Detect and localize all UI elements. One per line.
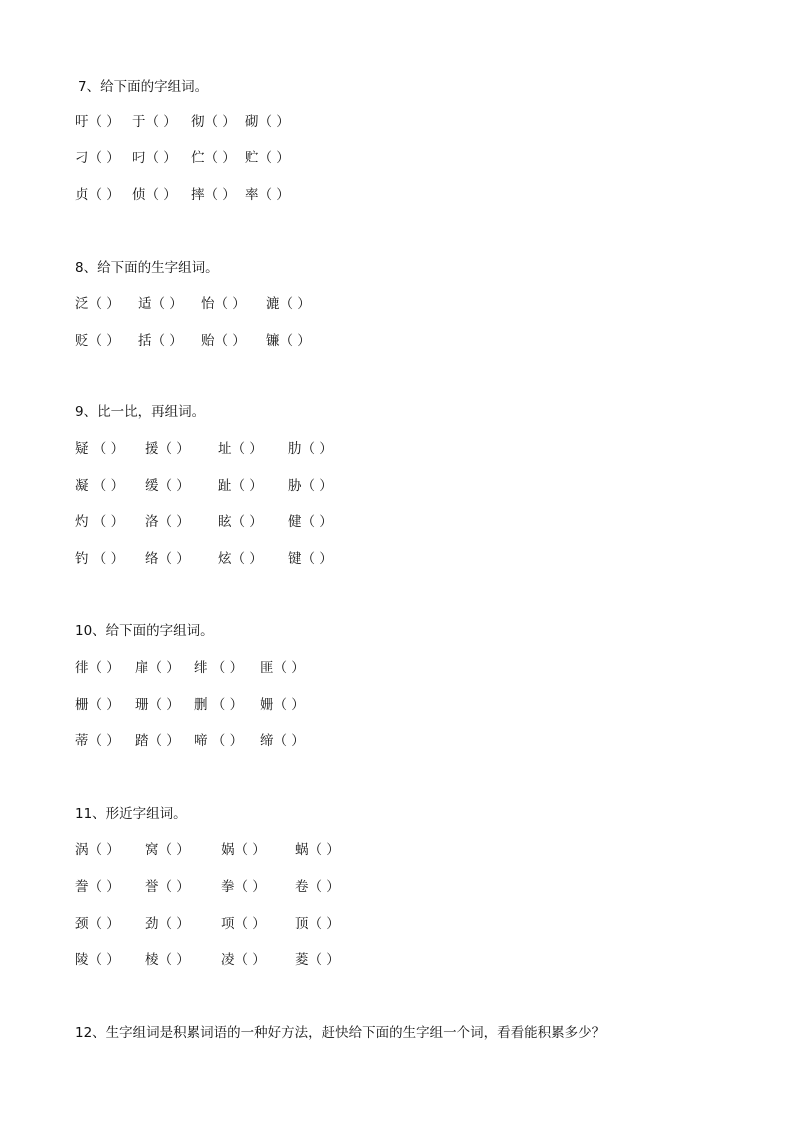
word-cell: 劲（ ） <box>145 916 190 932</box>
word-cell: 姗（ ） <box>260 697 305 713</box>
word-cell: 缓（ ） <box>145 478 190 494</box>
word-cell: 叼（ ） <box>132 150 177 166</box>
word-cell: 括（ ） <box>138 333 183 349</box>
word-cell: 菱（ ） <box>295 952 340 968</box>
word-cell: 窝（ ） <box>145 842 190 858</box>
word-cell: 泛（ ） <box>75 296 120 312</box>
section-7-heading: 7、给下面的字组词。 <box>78 79 209 95</box>
word-cell: 镰（ ） <box>266 333 311 349</box>
word-cell: 率（ ） <box>245 187 290 203</box>
word-cell: 于（ ） <box>132 114 177 130</box>
word-cell: 顶（ ） <box>295 916 340 932</box>
word-cell: 援（ ） <box>145 441 190 457</box>
word-cell: 肋（ ） <box>288 441 333 457</box>
word-cell: 卷（ ） <box>295 879 340 895</box>
word-cell: 栅（ ） <box>75 697 120 713</box>
word-cell: 涡（ ） <box>75 842 120 858</box>
word-cell: 络（ ） <box>145 551 190 567</box>
word-cell: 删 （ ） <box>194 697 244 713</box>
word-cell: 怡（ ） <box>201 296 246 312</box>
word-cell: 砌（ ） <box>245 114 290 130</box>
word-cell: 凌（ ） <box>221 952 266 968</box>
word-cell: 胁（ ） <box>288 478 333 494</box>
word-cell: 项（ ） <box>221 916 266 932</box>
word-cell: 键（ ） <box>288 551 333 567</box>
word-cell: 凝 （ ） <box>75 478 125 494</box>
word-cell: 珊（ ） <box>135 697 180 713</box>
word-cell: 漉（ ） <box>266 296 311 312</box>
word-cell: 刁（ ） <box>75 150 120 166</box>
word-cell: 绯 （ ） <box>194 660 244 676</box>
word-cell: 蜗（ ） <box>295 842 340 858</box>
word-cell: 疑 （ ） <box>75 441 125 457</box>
section-10-heading: 10、给下面的字组词。 <box>75 623 214 639</box>
word-cell: 棱（ ） <box>145 952 190 968</box>
word-cell: 拳（ ） <box>221 879 266 895</box>
word-cell: 贻（ ） <box>201 333 246 349</box>
word-cell: 眩（ ） <box>218 514 263 530</box>
word-cell: 适（ ） <box>138 296 183 312</box>
word-cell: 吁（ ） <box>75 114 120 130</box>
word-cell: 贮（ ） <box>245 150 290 166</box>
word-cell: 伫（ ） <box>191 150 236 166</box>
word-cell: 陵（ ） <box>75 952 120 968</box>
word-cell: 灼 （ ） <box>75 514 125 530</box>
word-cell: 扉（ ） <box>135 660 180 676</box>
word-cell: 侦（ ） <box>132 187 177 203</box>
word-cell: 缔（ ） <box>260 733 305 749</box>
word-cell: 徘（ ） <box>75 660 120 676</box>
word-cell: 匪（ ） <box>260 660 305 676</box>
word-cell: 健（ ） <box>288 514 333 530</box>
word-cell: 誊（ ） <box>75 879 120 895</box>
section-11-heading: 11、形近字组词。 <box>75 806 187 822</box>
word-cell: 炫（ ） <box>218 551 263 567</box>
word-cell: 颈（ ） <box>75 916 120 932</box>
section-9-heading: 9、比一比，再组词。 <box>75 404 206 420</box>
word-cell: 摔（ ） <box>191 187 236 203</box>
word-cell: 娲（ ） <box>221 842 266 858</box>
word-cell: 钓 （ ） <box>75 551 125 567</box>
section-12-heading: 12、生字组词是积累词语的一种好方法，赶快给下面的生字组一个词，看看能积累多少？ <box>75 1025 606 1041</box>
word-cell: 踏（ ） <box>135 733 180 749</box>
word-cell: 趾（ ） <box>218 478 263 494</box>
word-cell: 贞（ ） <box>75 187 120 203</box>
word-cell: 誉（ ） <box>145 879 190 895</box>
word-cell: 贬（ ） <box>75 333 120 349</box>
word-cell: 蒂（ ） <box>75 733 120 749</box>
word-cell: 啼 （ ） <box>194 733 244 749</box>
word-cell: 洛（ ） <box>145 514 190 530</box>
word-cell: 彻（ ） <box>191 114 236 130</box>
word-cell: 址（ ） <box>218 441 263 457</box>
section-8-heading: 8、给下面的生字组词。 <box>75 260 219 276</box>
